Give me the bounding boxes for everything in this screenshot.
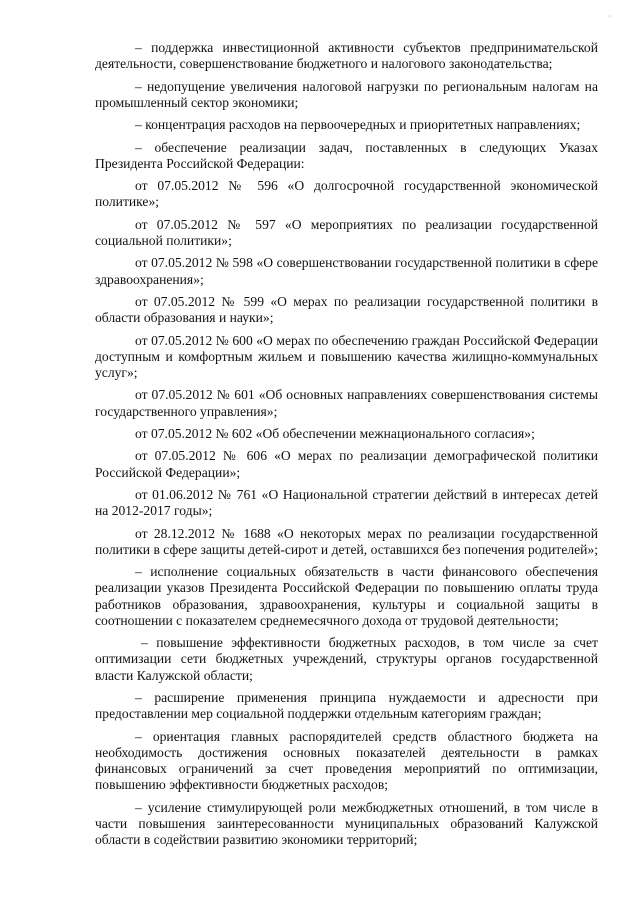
decree-item: от 07.05.2012 № 596 «О долгосрочной государственной экономической политике»; bbox=[95, 178, 598, 210]
decree-item: от 07.05.2012 № 602 «Об обеспечении межнационального согласия»; bbox=[135, 425, 535, 441]
decree-item: от 28.12.2012 № 1688 «О некоторых мерах по реализации государственной политики в сфере защиты детей-сирот и детей, оставшихся без попечения родителей»; bbox=[95, 525, 599, 557]
paragraph: – концентрация расходов на первоочередных и приоритетных направлениях; bbox=[135, 117, 581, 133]
decree-item: от 07.05.2012 № 601 «Об основных направлениях совершенствования системы государственного управления»; bbox=[95, 387, 598, 419]
paragraph: – расширение применения принципа нуждаемости и адресности при предоставлении мер социальной поддержки отдельным категориям граждан; bbox=[95, 689, 598, 722]
paragraph: – повышение эффективности бюджетных расходов, в том числе за счет оптимизации сети бюджетных учреждений, структуры органов государственной власти Калужской области; bbox=[95, 635, 598, 683]
decree-item: от 07.05.2012 № 597 «О мероприятиях по реализации государственной социальной политики»; bbox=[95, 216, 598, 248]
decree-item: от 07.05.2012 № 598 «О совершенствовании государственной политики в сфере здравоохранения»; bbox=[95, 255, 598, 287]
paragraph: – поддержка инвестиционной активности субъектов предпринимательской деятельности, совершенствование бюджетного и налогового законодательства; bbox=[95, 40, 598, 72]
paragraph: – недопущение увеличения налоговой нагрузки по региональным налогам на промышленный сектор экономики; bbox=[95, 78, 598, 110]
corner-mark: " bbox=[608, 14, 612, 23]
paragraph: – обеспечение реализации задач, поставленных в следующих Указах Президента Российской Федерации: bbox=[95, 139, 598, 171]
document-page bbox=[95, 40, 598, 854]
paragraph: – усиление стимулирующей роли межбюджетных отношений, в том числе в части повышения заинтересованности муниципальных образований Калужской области в содействии развитию экономики территорий; bbox=[95, 799, 598, 847]
paragraph: – исполнение социальных обязательств в части финансового обеспечения реализации указов Президента Российской Федерации по повышению оплаты труда работников образования, здравоохранения, культуры и социальной защиты в соотношении с показателем среднемесячного дохода от трудовой деятельности; bbox=[95, 564, 598, 628]
paragraph: – ориентация главных распорядителей средств областного бюджета на необходимость достижения основных показателей деятельности в рамках финансовых ограничений за счет проведения мероприятий по оптимизации, повышению эффективности бюджетных расходов; bbox=[95, 728, 598, 793]
decree-item: от 07.05.2012 № 606 «О мерах по реализации демографической политики Российской Федерации»; bbox=[95, 448, 598, 480]
decree-item: от 07.05.2012 № 600 «О мерах по обеспечению граждан Российской Федерации доступным и комфортным жильем и повышению качества жилищно-коммунальных услуг»; bbox=[95, 332, 598, 380]
decree-item: от 01.06.2012 № 761 «О Национальной стратегии действий в интересах детей на 2012-2017 годы»; bbox=[95, 486, 598, 519]
decree-item: от 07.05.2012 № 599 «О мерах по реализации государственной политики в области образования и науки»; bbox=[95, 293, 598, 326]
